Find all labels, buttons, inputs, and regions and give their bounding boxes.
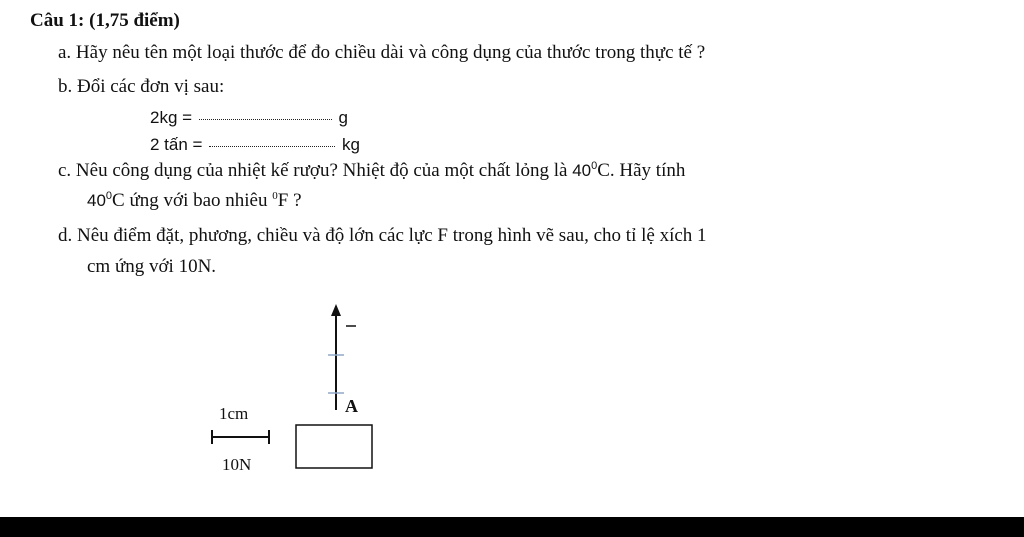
conversion-2-unit: kg bbox=[341, 135, 360, 154]
scale-label-force: 10N bbox=[222, 455, 252, 474]
fahrenheit-unit: F ? bbox=[277, 190, 302, 211]
part-c-line2 bbox=[87, 190, 302, 212]
force-arrow-head bbox=[331, 304, 341, 316]
object-box bbox=[296, 425, 372, 468]
temperature-number: 40 bbox=[572, 161, 592, 180]
conversion-2 bbox=[150, 135, 360, 155]
temperature-value-2 bbox=[87, 191, 112, 210]
answer-blank-2[interactable] bbox=[209, 146, 335, 147]
degree-sup: 0 bbox=[591, 160, 598, 172]
conversion-1-unit: g bbox=[338, 108, 348, 127]
temperature-number-2: 40 bbox=[87, 191, 106, 210]
degree-sup-2: 0 bbox=[105, 190, 113, 202]
part-c-line1 bbox=[58, 160, 685, 182]
part-b: b. Đổi các đơn vị sau: bbox=[58, 76, 225, 97]
conversion-1-left: 2kg = bbox=[150, 108, 193, 127]
part-d-line1: d. Nêu điểm đặt, phương, chiều và độ lớn các lực F trong hình vẽ sau, cho tỉ lệ xích 1 bbox=[58, 225, 707, 246]
point-label-a: A bbox=[345, 396, 358, 416]
part-c-line2-text: C ứng với bao nhiêu bbox=[112, 190, 268, 211]
force-diagram bbox=[200, 300, 400, 480]
conversion-1 bbox=[150, 108, 348, 128]
bottom-black-bar bbox=[0, 517, 1024, 537]
part-c-text: c. Nêu công dụng của nhiệt kế rượu? Nhiệt độ của một chất lỏng là bbox=[58, 160, 568, 181]
part-d-line2: cm ứng với 10N. bbox=[87, 256, 217, 277]
temperature-value bbox=[572, 161, 597, 180]
answer-blank-1[interactable] bbox=[199, 119, 332, 120]
part-c-text-end: C. Hãy tính bbox=[597, 160, 686, 181]
scale-label-length: 1cm bbox=[219, 404, 249, 423]
part-a: a. Hãy nêu tên một loại thước để đo chiều dài và công dụng của thước trong thực tế ? bbox=[58, 42, 706, 63]
fahrenheit-sup: 0 bbox=[272, 190, 278, 202]
question-title: Câu 1: (1,75 điểm) bbox=[30, 10, 180, 31]
conversion-2-left: 2 tấn = bbox=[150, 135, 203, 154]
